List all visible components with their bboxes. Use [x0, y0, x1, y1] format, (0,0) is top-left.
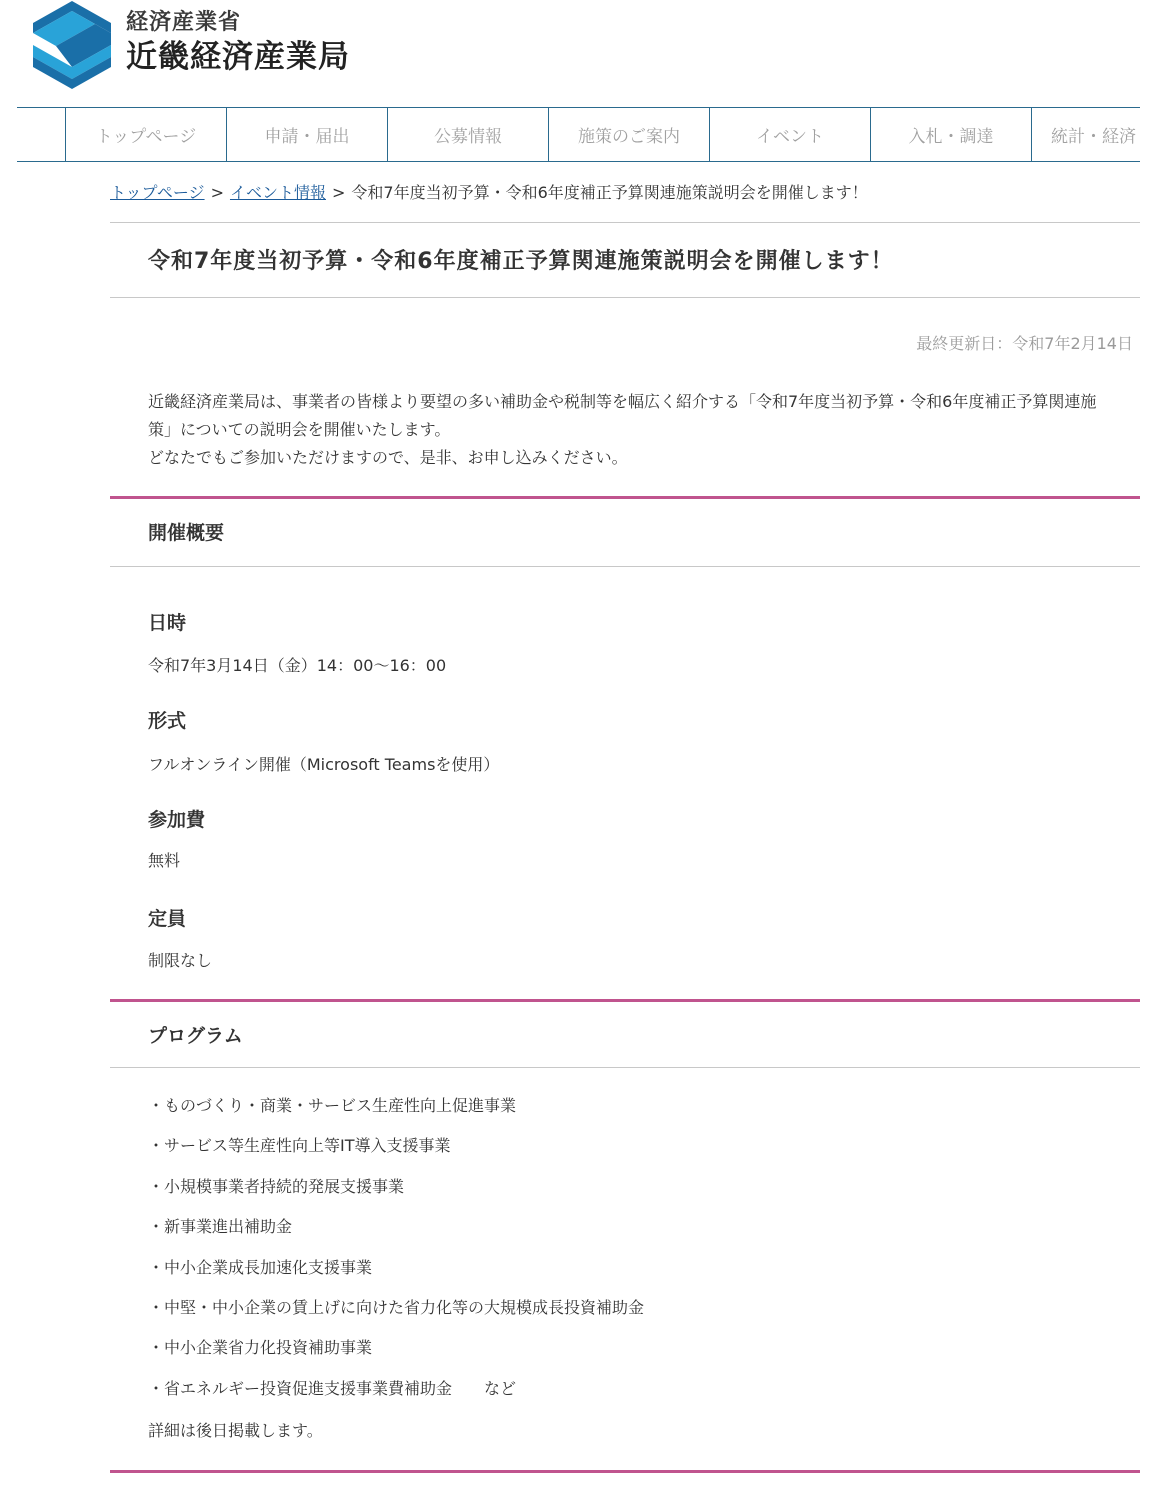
breadcrumb-current: 令和7年度当初予算・令和6年度補正予算関連施策説明会を開催します！: [351, 183, 868, 202]
intro-text: [148, 388, 1108, 472]
program-list: [148, 1093, 644, 1416]
logo-text[interactable]: [126, 10, 350, 77]
section-heading-program: プログラム: [148, 1025, 243, 1047]
global-nav: [17, 107, 1140, 162]
program-item: ・小規模事業者持続的発展支援事業: [148, 1176, 405, 1196]
nav-item-statistics[interactable]: 統計・経済: [1031, 108, 1140, 161]
program-item: ・省エネルギー投資促進支援事業費補助金 など: [148, 1378, 517, 1398]
format-value: フルオンライン開催（Microsoft Teamsを使用）: [148, 755, 500, 774]
datetime-label: 日時: [148, 612, 187, 634]
format-label: 形式: [148, 710, 187, 732]
divider: [110, 222, 1140, 223]
breadcrumb-link-top[interactable]: トップページ: [110, 183, 205, 202]
fee-value: 無料: [148, 851, 181, 870]
intro-paragraph: どなたでもご参加いただけますので、是非、お申し込みください。: [148, 448, 628, 467]
nav-list: [65, 108, 1140, 161]
breadcrumb-separator: >: [331, 183, 346, 202]
page-title: 令和7年度当初予算・令和6年度補正予算関連施策説明会を開催します！: [148, 249, 894, 274]
program-item: ・サービス等生産性向上等IT導入支援事業: [148, 1136, 451, 1156]
bureau-logo-icon[interactable]: [33, 1, 111, 89]
section-divider: [110, 999, 1140, 1002]
nav-item-top-page[interactable]: トップページ: [65, 108, 226, 161]
nav-item-policies[interactable]: 施策のご案内: [548, 108, 709, 161]
logo-ministry-name: 経済産業省: [126, 10, 242, 35]
intro-paragraph: 近畿経済産業局は、事業者の皆様より要望の多い補助金や税制等を幅広く紹介する「令和7年度当初予算・令和6年度補正予算関連施策」についての説明会を開催いたします。: [148, 392, 1097, 439]
divider: [110, 297, 1140, 298]
program-item: ・ものづくり・商業・サービス生産性向上促進事業: [148, 1096, 517, 1115]
nav-item-applications[interactable]: 申請・届出: [226, 108, 387, 161]
program-item: ・新事業進出補助金: [148, 1217, 293, 1237]
breadcrumb: [110, 180, 1140, 206]
nav-item-procurement[interactable]: 入札・調達: [870, 108, 1031, 161]
nav-item-public-offerings[interactable]: 公募情報: [387, 108, 548, 161]
divider: [110, 566, 1140, 567]
program-item: ・中小企業成長加速化支援事業: [148, 1257, 373, 1277]
capacity-value: 制限なし: [148, 951, 213, 970]
section-divider: [110, 1470, 1140, 1473]
program-item: ・中堅・中小企業の賃上げに向けた省力化等の大規模成長投資補助金: [148, 1297, 645, 1317]
fee-label: 参加費: [148, 809, 206, 831]
program-item: ・中小企業省力化投資補助事業: [148, 1338, 373, 1358]
breadcrumb-separator: >: [210, 183, 224, 202]
divider: [110, 1067, 1140, 1068]
site-header: [0, 0, 1151, 108]
last-updated: 最終更新日：令和7年2月14日: [916, 334, 1133, 353]
capacity-label: 定員: [148, 908, 187, 930]
program-note: 詳細は後日掲載します。: [148, 1421, 323, 1440]
datetime-value: 令和7年3月14日（金）14：00～16：00: [148, 656, 447, 675]
logo-bureau-name: 近畿経済産業局: [126, 39, 350, 75]
breadcrumb-link-events[interactable]: イベント情報: [229, 183, 326, 202]
section-divider: [110, 496, 1140, 499]
nav-item-events[interactable]: イベント: [709, 108, 870, 161]
section-heading-overview: 開催概要: [148, 522, 225, 544]
